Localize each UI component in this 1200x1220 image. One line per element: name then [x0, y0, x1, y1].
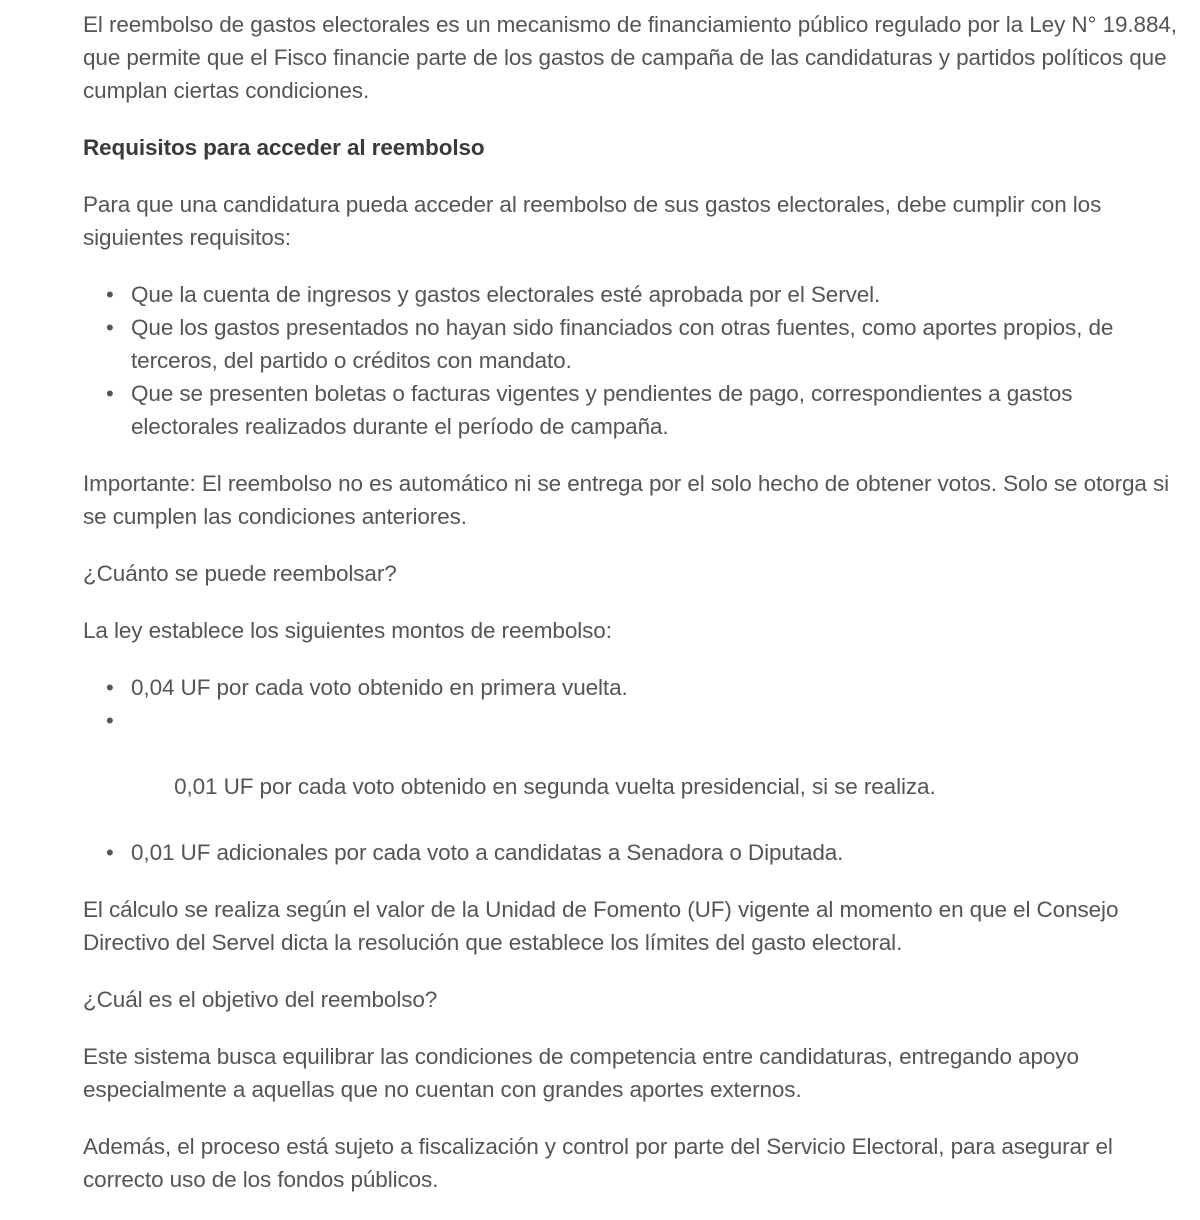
- requirements-heading: Requisitos para acceder al reembolso: [83, 135, 485, 160]
- bullet-icon: •: [106, 315, 114, 340]
- amount-intro-paragraph: La ley establece los siguientes montos de reembolso:: [83, 618, 612, 643]
- intro-paragraph: El reembolso de gastos electorales es un mecanismo de financiamiento público regulado por la Ley N° 19.884, que permite que el Fisco financie parte de los gastos de campaña de las candidaturas y partidos políticos que cumplan ciertas condiciones.: [83, 12, 1177, 103]
- list-item-text: 0,01 UF adicionales por cada voto a candidatas a Senadora o Diputada.: [131, 840, 844, 865]
- amount-question: ¿Cuánto se puede reembolsar?: [83, 561, 397, 586]
- list-item-text: 0,04 UF por cada voto obtenido en primera vuelta.: [131, 675, 628, 700]
- list-item: [106, 311, 1183, 377]
- calculation-note-paragraph: El cálculo se realiza según el valor de la Unidad de Fomento (UF) vigente al momento en que el Consejo Directivo del Servel dicta la resolución que establece los límites del gasto electoral.: [83, 897, 1119, 955]
- objective-paragraph: Este sistema busca equilibrar las condiciones de competencia entre candidaturas, entregando apoyo especialmente a aquellas que no cuentan con grandes aportes externos.: [83, 1044, 1079, 1102]
- objective-question: ¿Cuál es el objetivo del reembolso?: [83, 987, 438, 1012]
- list-item: [106, 278, 1183, 311]
- list-item-text: Que se presenten boletas o facturas vigentes y pendientes de pago, correspondientes a gastos electorales realizados durante el período de campaña.: [131, 381, 1073, 439]
- requirements-intro-paragraph: Para que una candidatura pueda acceder al reembolso de sus gastos electorales, debe cumplir con los siguientes requisitos:: [83, 192, 1102, 250]
- list-item-text: Que los gastos presentados no hayan sido financiados con otras fuentes, como aportes propios, de terceros, del partido o créditos con mandato.: [131, 315, 1114, 373]
- list-item: [106, 377, 1183, 443]
- list-item-text: Que la cuenta de ingresos y gastos electorales esté aprobada por el Servel.: [131, 282, 881, 307]
- amounts-list: [83, 671, 1183, 869]
- important-note-paragraph: Importante: El reembolso no es automático ni se entrega por el solo hecho de obtener votos. Solo se otorga si se cumplen las condiciones anteriores.: [83, 471, 1169, 529]
- bullet-icon: •: [106, 708, 114, 733]
- list-item: [106, 671, 1183, 704]
- list-item: [106, 704, 1183, 836]
- requirements-list: [83, 278, 1183, 443]
- list-item: [106, 836, 1183, 869]
- bullet-icon: •: [106, 840, 114, 865]
- article-body: [83, 8, 1183, 1220]
- bullet-icon: •: [106, 675, 114, 700]
- oversight-paragraph: Además, el proceso está sujeto a fiscalización y control por parte del Servicio Electoral, para asegurar el correcto uso de los fondos públicos.: [83, 1134, 1113, 1192]
- bullet-icon: •: [106, 381, 114, 406]
- list-item-text: 0,01 UF por cada voto obtenido en segunda vuelta presidencial, si se realiza.: [167, 774, 936, 799]
- bullet-icon: •: [106, 282, 114, 307]
